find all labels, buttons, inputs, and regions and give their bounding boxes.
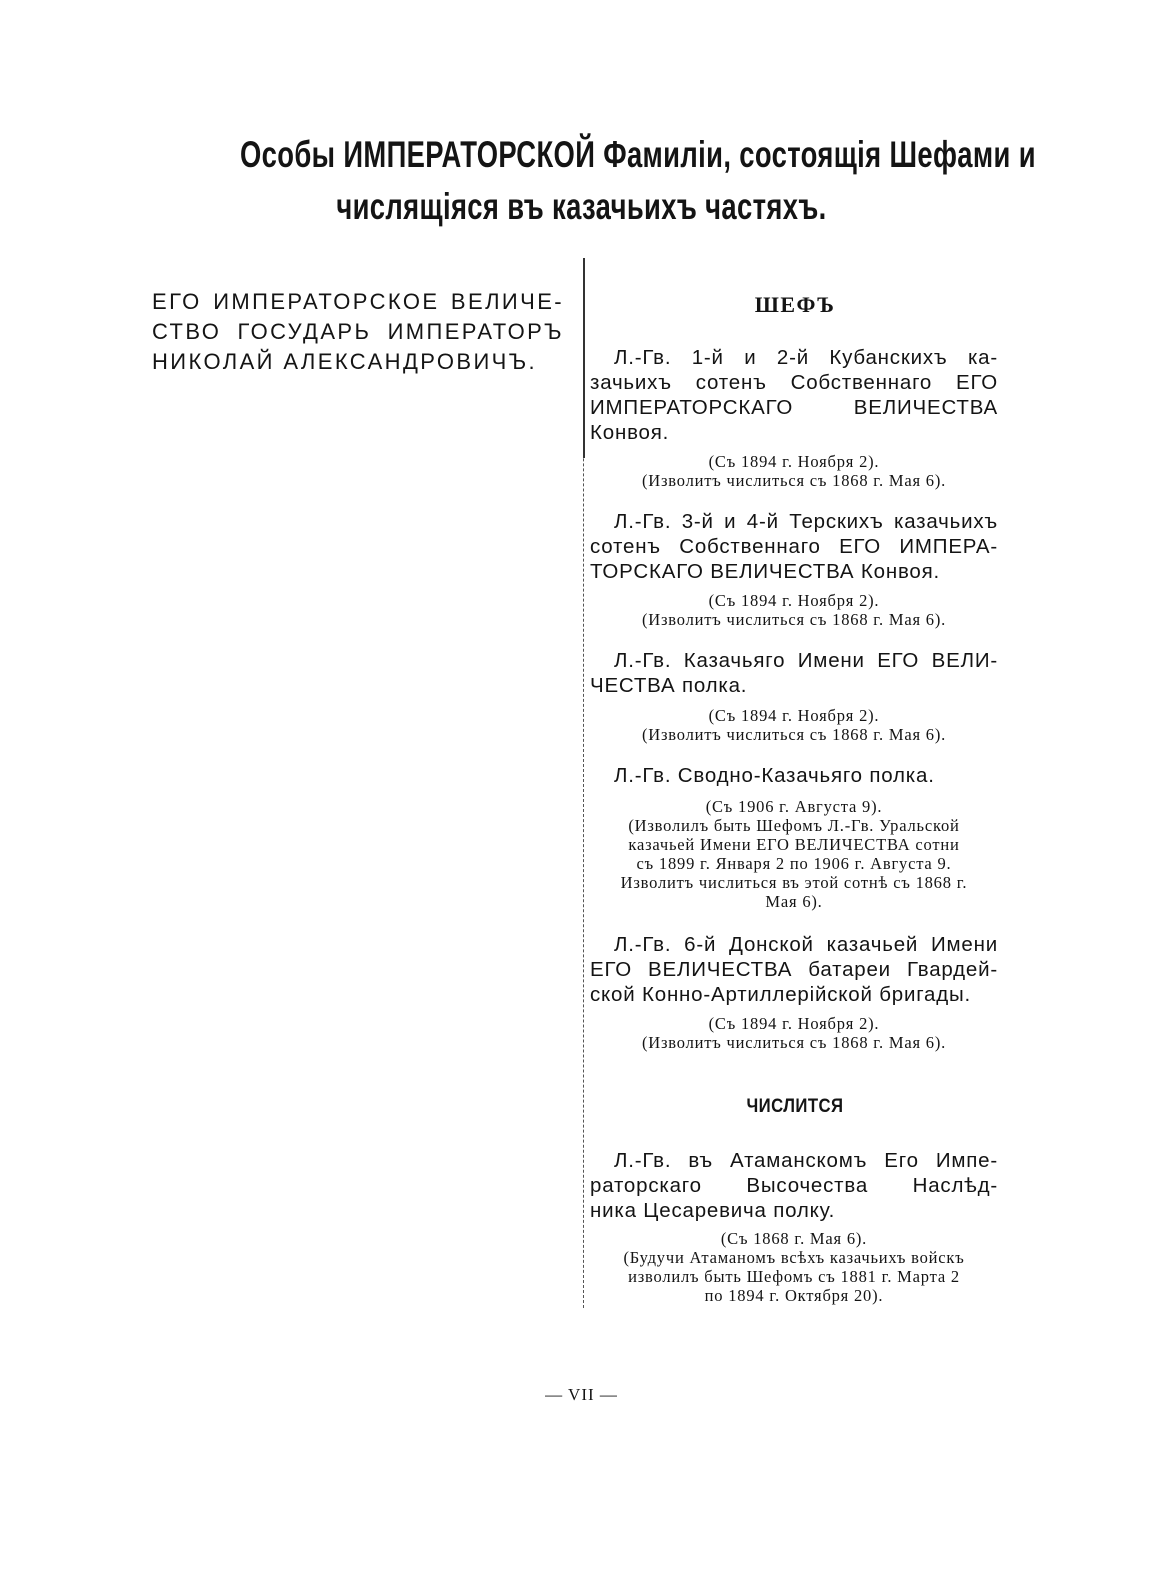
entry-line: ИМПЕРАТОРСКАГО ВЕЛИЧЕСТВА — [590, 396, 998, 419]
note-line: Мая 6). — [765, 892, 823, 911]
entry-4 — [590, 763, 998, 788]
entry-line: зачьихъ сотенъ Собственнаго ЕГО — [590, 371, 998, 394]
entry-4-notes — [590, 797, 998, 911]
note-line: (Будучи Атаманомъ всѣхъ казачьихъ войскъ — [623, 1248, 965, 1267]
page-title-line-1: Особы ИМПЕРАТОРСКОЙ Фамилiи, состоящiя Шефами и — [239, 134, 1036, 175]
entry-3-notes — [590, 706, 998, 744]
entry-line: раторскаго Высочества Наслѣд- — [590, 1174, 998, 1197]
entry-2-notes — [590, 591, 998, 629]
note-line: (Изволитъ числиться съ 1868 г. Мая 6). — [641, 1033, 947, 1052]
note-line: (Изволитъ числиться съ 1868 г. Мая 6). — [641, 471, 947, 490]
entry-line: Л.-Гв. въ Атаманскомъ Его Импе- — [614, 1149, 998, 1172]
note-line: казачьей Имени ЕГО ВЕЛИЧЕСТВА сотни — [628, 835, 960, 854]
note-line: изволилъ быть Шефомъ съ 1881 г. Марта 2 — [628, 1267, 960, 1286]
note-line: (Изволитъ числиться съ 1868 г. Мая 6). — [641, 725, 947, 744]
note-line: (Съ 1894 г. Ноября 2). — [708, 591, 880, 610]
entry-line: ской Конно-Артиллерiйской бригады. — [590, 983, 972, 1006]
entry-3 — [590, 648, 998, 698]
entry-line: Л.-Гв. Казачьяго Имени ЕГО ВЕЛИ- — [614, 649, 998, 672]
column-divider-solid — [583, 258, 585, 458]
entry-line: Конвоя. — [590, 421, 670, 444]
entry-line: Л.-Гв. 6-й Донской казачьей Имени — [614, 933, 998, 956]
note-line: (Съ 1894 г. Ноября 2). — [708, 706, 880, 725]
entry-line: ЧЕСТВА полка. — [590, 674, 748, 697]
entry-2 — [590, 509, 998, 584]
person-name-line-1: ЕГО ИМПЕРАТОРСКОЕ ВЕЛИЧЕ- — [152, 289, 564, 314]
person-name-line-3: НИКОЛАЙ АЛЕКСАНДРОВИЧЪ. — [152, 349, 538, 374]
entry-5-notes — [590, 1014, 998, 1052]
page-title-line-2: числящiяся въ казачьихъ частяхъ. — [336, 186, 827, 227]
note-line: (Съ 1894 г. Ноября 2). — [708, 452, 880, 471]
entry-line: Л.-Гв. Сводно-Казачьяго полка. — [614, 764, 935, 787]
entry-line: Л.-Гв. 1-й и 2-й Кубанскихъ ка- — [614, 346, 998, 369]
entry-1-notes — [590, 452, 998, 490]
note-line: съ 1899 г. Января 2 по 1906 г. Августа 9. — [636, 854, 952, 873]
entry-6-notes — [590, 1229, 998, 1305]
section-heading-listed: ЧИСЛИТСЯ — [746, 1096, 844, 1117]
entry-1 — [590, 345, 998, 445]
note-line: (Изволилъ быть Шефомъ Л.-Гв. Уральской — [628, 816, 960, 835]
person-name-line-2: СТВО ГОСУДАРЬ ИМПЕРАТОРЪ — [152, 319, 564, 344]
note-line: (Съ 1894 г. Ноября 2). — [708, 1014, 880, 1033]
entry-line: Л.-Гв. 3-й и 4-й Терскихъ казачьихъ — [614, 510, 998, 533]
note-line: Изволитъ числиться въ этой сотнѣ съ 1868 г. — [620, 873, 968, 892]
note-line: (Съ 1906 г. Августа 9). — [705, 797, 883, 816]
entry-line: ника Цесаревича полку. — [590, 1199, 836, 1222]
note-line: (Изволитъ числиться съ 1868 г. Мая 6). — [641, 610, 947, 629]
note-line: (Съ 1868 г. Мая 6). — [720, 1229, 868, 1248]
entry-6 — [590, 1148, 998, 1223]
entry-line: сотенъ Собственнаго ЕГО ИМПЕРА- — [590, 535, 998, 558]
note-line: по 1894 г. Октября 20). — [704, 1286, 884, 1305]
page-number: — VII — — [545, 1385, 618, 1404]
section-heading-chief: ШЕФЪ — [754, 292, 836, 317]
entry-line: ТОРСКАГО ВЕЛИЧЕСТВА Конвоя. — [590, 560, 941, 583]
entry-line: ЕГО ВЕЛИЧЕСТВА батареи Гвардей- — [590, 958, 998, 981]
entry-5 — [590, 932, 998, 1007]
